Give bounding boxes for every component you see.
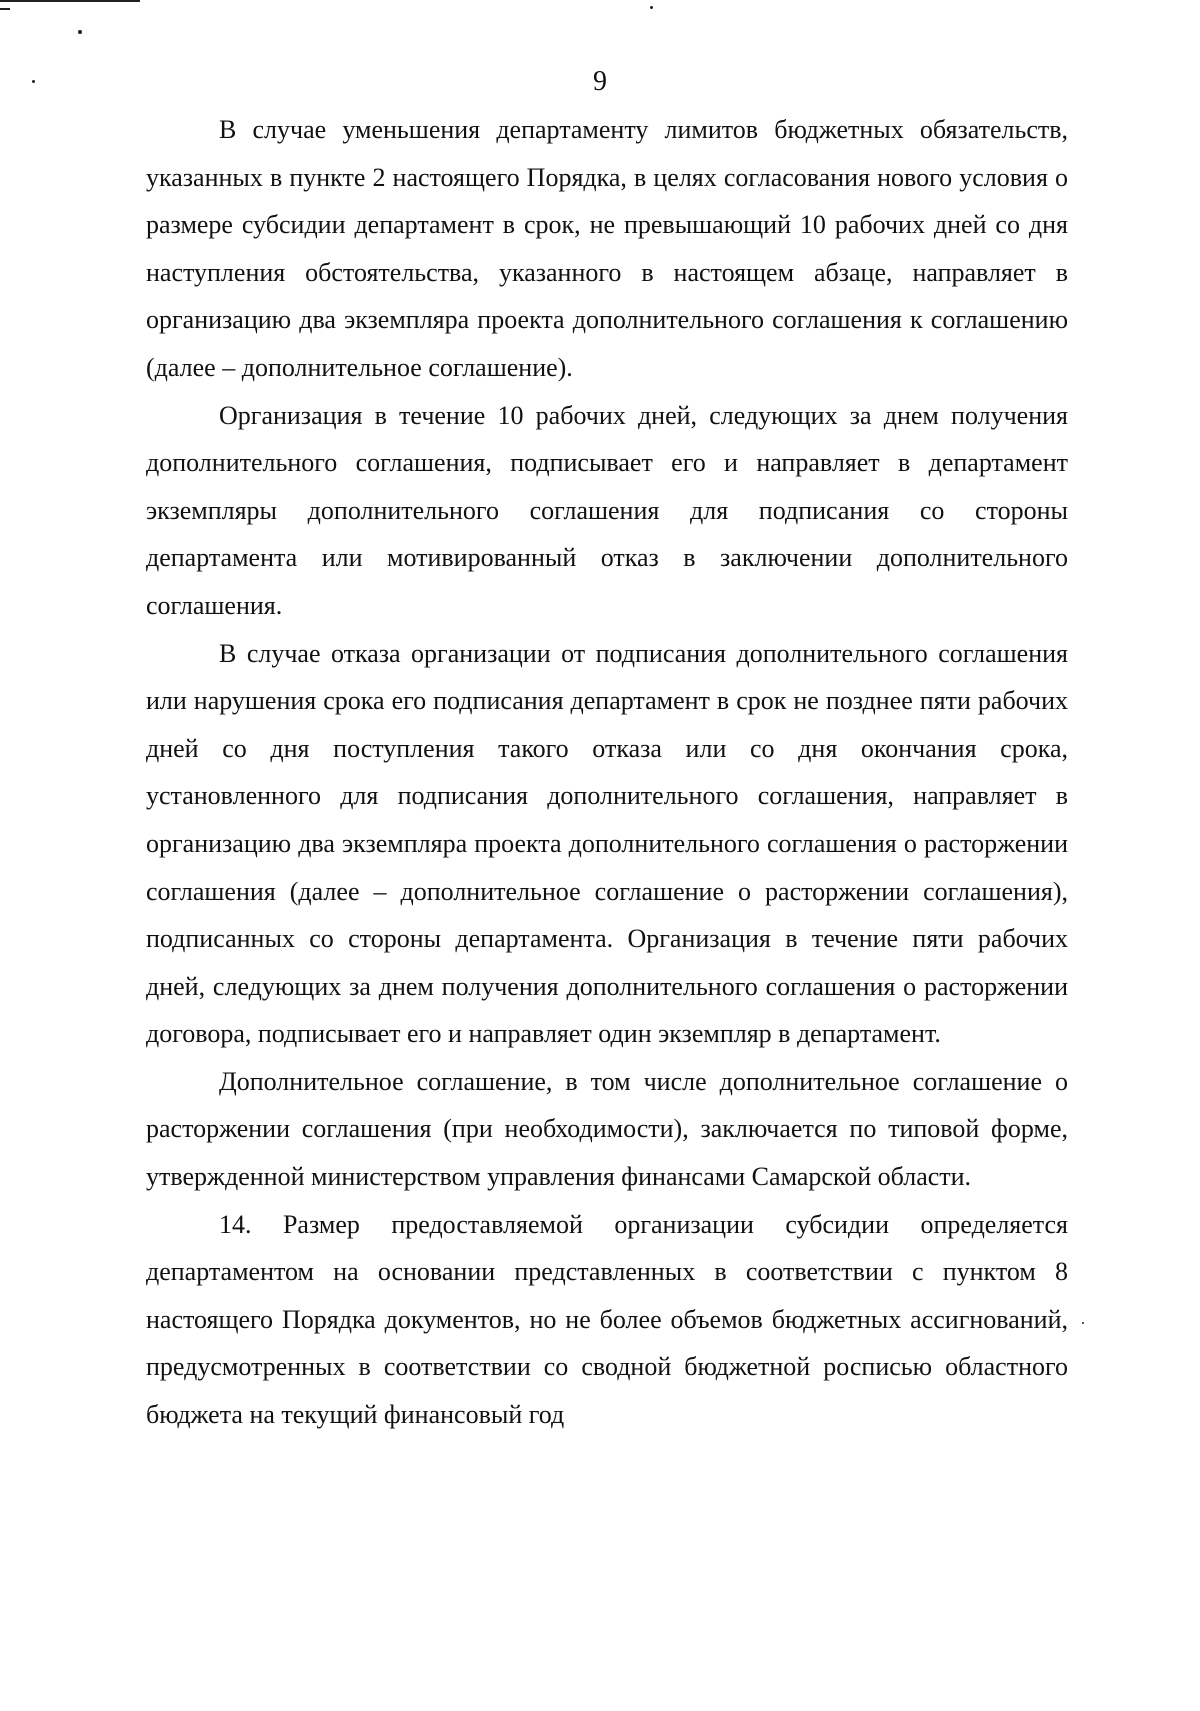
document-body — [146, 106, 1068, 1439]
scan-edge-line — [0, 0, 140, 2]
scan-speck — [1082, 1322, 1084, 1324]
paragraph: Организация в течение 10 рабочих дней, следующих за днем получения дополнительного соглашения, подписывает его и направляет в департамент экземпляры дополнительного соглашения для подписания со стороны департамента или мотивированный отказ в заключении дополнительного соглашения. — [146, 400, 1068, 620]
paragraph: Дополнительное соглашение, в том числе дополнительное соглашение о расторжении соглашения (при необходимости), заключается по типовой форме, утвержденной министерством управления финансами Самарской области. — [146, 1066, 1068, 1192]
paragraph: В случае уменьшения департаменту лимитов бюджетных обязательств, указанных в пункте 2 настоящего Порядка, в целях согласования нового условия о размере субсидии департамент в срок, не превышающий 10 рабочих дней со дня наступления обстоятельства, указанного в настоящем абзаце, направляет в организацию два экземпляра проекта дополнительного соглашения к соглашению (далее – дополнительное соглашение). — [146, 115, 1068, 382]
scan-edge-mark — [0, 8, 10, 10]
paragraph: В случае отказа организации от подписания дополнительного соглашения или нарушения срока его подписания департамент в срок не позднее пяти рабочих дней со дня поступления такого отказа или со дня окончания срока, установленного для подписания дополнительного соглашения, направляет в организацию два экземпляра проекта дополнительного соглашения о расторжении соглашения (далее – дополнительное соглашение о расторжении соглашения), подписанных со стороны департамента. Организация в течение пяти рабочих дней, следующих за днем получения дополнительного соглашения о расторжении договора, подписывает его и направляет один экземпляр в департамент. — [146, 638, 1068, 1049]
paragraph: 14. Размер предоставляемой организации субсидии определяется департаментом на основании представленных в соответствии с пунктом 8 настоящего Порядка документов, но не более объемов бюджетных ассигнований, предусмотренных в соответствии со сводной бюджетной росписью областного бюджета на текущий финансовый год — [146, 1209, 1068, 1430]
page-number: 9 — [593, 66, 607, 97]
scan-speck — [650, 6, 653, 9]
scan-speck — [78, 30, 82, 34]
